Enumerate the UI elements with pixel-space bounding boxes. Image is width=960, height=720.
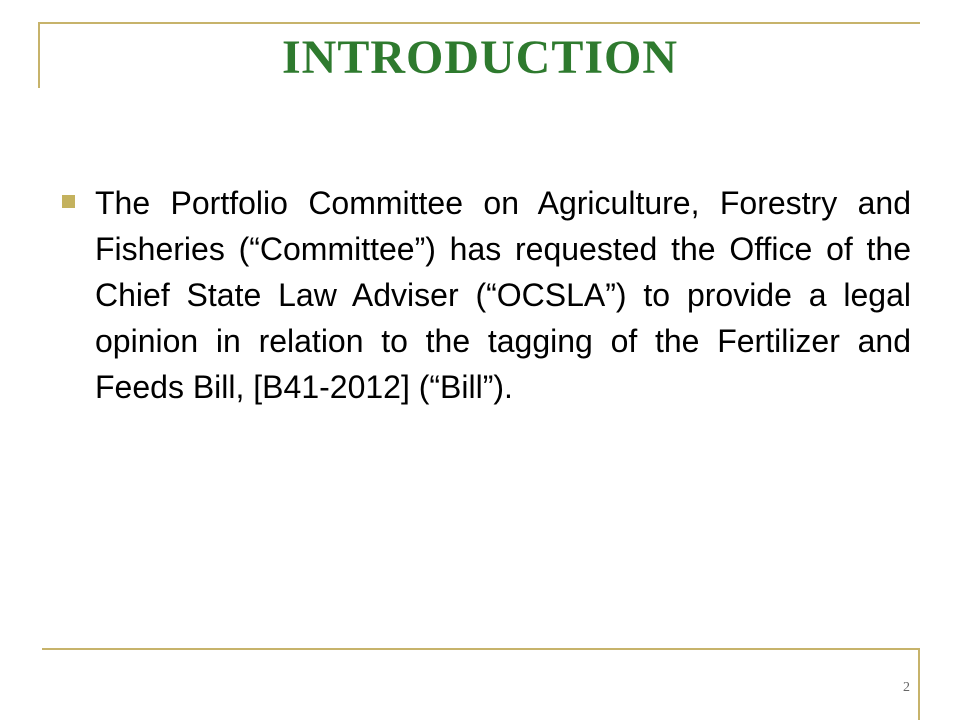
frame-top-line: [40, 22, 920, 24]
frame-right-line: [918, 648, 920, 720]
slide-title: INTRODUCTION: [281, 31, 679, 84]
square-bullet-icon: [62, 195, 75, 208]
frame-bottom-line: [42, 648, 920, 650]
bullet-text: The Portfolio Committee on Agriculture, Forestry and Fisheries (“Committee”) has requested the Office of the Chief State Law Adviser (“OCSLA”) to provide a legal opinion in relation to the tagging of the Fertilizer and Feeds Bill, [B41-2012] (“Bill”).: [95, 185, 911, 405]
slide-number: 2: [903, 680, 910, 695]
